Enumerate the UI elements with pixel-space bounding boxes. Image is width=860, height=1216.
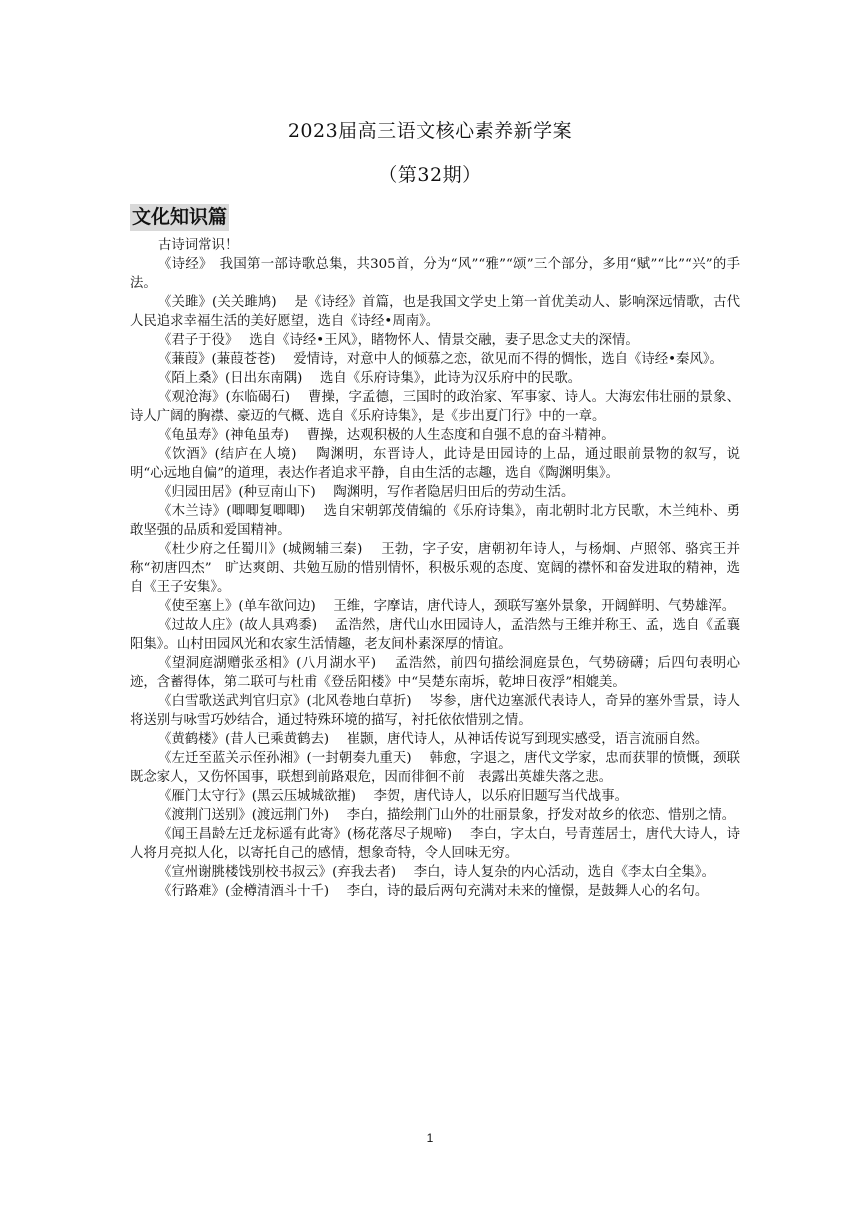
section-heading: 文化知识篇 bbox=[130, 204, 229, 231]
paragraph: 《渡荆门送别》(渡远荆门外) 李白，描绘荆门山外的壮丽景象，抒发对故乡的依恋、惜别之情。 bbox=[158, 808, 736, 823]
paragraph: 《雁门太守行》(黑云压城城欲摧) 李贺，唐代诗人，以乐府旧题写当代战事。 bbox=[158, 789, 628, 804]
paragraph: 《龟虽寿》(神龟虽寿) 曹操，达观积极的人生态度和自强不息的奋斗精神。 bbox=[158, 428, 615, 443]
paragraph: 《望洞庭湖赠张丞相》(八月湖水平) 孟浩然，前四句描绘洞庭景色，气势磅礴；后四句表明心迹，含蓄得体，第二联可与杜甫《登岳阳楼》中“吴楚东南坼，乾坤日夜浮”相媲美。 bbox=[130, 656, 740, 690]
paragraph: 《宣州谢朓楼饯别校书叔云》(弃我去者) 李白，诗人复杂的内心活动，选自《李太白全集》。 bbox=[158, 865, 716, 880]
paragraph: 《过故人庄》(故人具鸡黍) 孟浩然，唐代山水田园诗人，孟浩然与王维并称王、孟，选自《孟襄阳集》。山村田园风光和农家生活情趣，老友间朴素深厚的情谊。 bbox=[130, 618, 740, 652]
paragraph: 《蒹葭》(蒹葭苍苍) 爱情诗，对意中人的倾慕之恋，欲见而不得的惆怅，选自《诗经•秦风》。 bbox=[158, 352, 723, 367]
paragraph: 《君子于役》 选自《诗经•王风》，睹物怀人、情景交融，妻子思念丈夫的深情。 bbox=[158, 333, 639, 348]
paragraph: 《白雪歌送武判官归京》(北风卷地白草折) 岑参，唐代边塞派代表诗人，奇异的塞外雪景，诗人将送别与咏雪巧妙结合，通过特殊环境的描写，衬托依依惜别之情。 bbox=[130, 694, 740, 728]
paragraph: 《黄鹤楼》(昔人已乘黄鹤去) 崔颢，唐代诗人，从神话传说写到现实感受，语言流丽自然。 bbox=[158, 732, 709, 747]
paragraph: 《关雎》(关关雎鸠) 是《诗经》首篇，也是我国文学史上第一首优美动人、影响深远情歌，古代人民追求幸福生活的美好愿望，选自《诗经•周南》。 bbox=[130, 295, 740, 329]
paragraph: 古诗词常识！ bbox=[158, 238, 239, 253]
paragraph: 《闻王昌龄左迁龙标遥有此寄》(杨花落尽子规啼) 李白，字太白，号青莲居士，唐代大诗人，诗人将月亮拟人化，以寄托自己的感情，想象奇特，令人回味无穷。 bbox=[130, 827, 740, 861]
paragraph: 《左迁至蓝关示侄孙湘》(一封朝奏九重天) 韩愈，字退之，唐代文学家，忠而获罪的愤慨，颈联既念家人，又伤怀国事，联想到前路艰危，因而徘徊不前 表露出英雄失落之悲。 bbox=[130, 751, 740, 785]
document-title: 2023届高三语文核心素养新学案 bbox=[287, 120, 573, 142]
paragraph: 《饮酒》(结庐在人境) 陶渊明，东晋诗人，此诗是田园诗的上品，通过眼前景物的叙写，说明“心远地自偏”的道理，表达作者追求平静，自由生活的志趣，选自《陶渊明集》。 bbox=[130, 447, 740, 481]
paragraph: 《使至塞上》(单车欲问边) 王维，字摩诘，唐代诗人，颈联写塞外景象，开阔鲜明、气势雄浑。 bbox=[158, 599, 736, 614]
paragraph: 《观沧海》(东临碣石) 曹操，字孟德，三国时的政治家、军事家、诗人。大海宏伟壮丽的景象、诗人广阔的胸襟、豪迈的气概、选自《乐府诗集》，是《步出夏门行》中的一章。 bbox=[130, 390, 740, 424]
paragraph: 《归园田居》(种豆南山下) 陶渊明，写作者隐居归田后的劳动生活。 bbox=[158, 485, 575, 500]
paragraph: 《杜少府之任蜀川》(城阙辅三秦) 王勃，字子安，唐朝初年诗人，与杨炯、卢照邻、骆宾王并称“初唐四杰” 旷达爽朗、共勉互励的惜别情怀，积极乐观的态度、宽阔的襟怀和奋发进取的精神，选自《王子安集》。 bbox=[130, 542, 740, 595]
page-number: 1 bbox=[426, 1131, 434, 1145]
paragraph: 《诗经》 我国第一部诗歌总集，共305首，分为“风”“雅”“颂”三个部分，多用“赋”“比”“兴”的手法。 bbox=[130, 257, 740, 291]
paragraph: 《木兰诗》(唧唧复唧唧) 选自宋朝郭茂倩编的《乐府诗集》，南北朝时北方民歌，木兰纯朴、勇敢坚强的品质和爱国精神。 bbox=[130, 504, 740, 538]
issue-number: （第32期） bbox=[378, 164, 482, 186]
paragraph: 《行路难》(金樽清酒斗十千) 李白，诗的最后两句充满对未来的憧憬，是鼓舞人心的名句。 bbox=[158, 884, 709, 899]
paragraph: 《陌上桑》(日出东南隅) 选自《乐府诗集》，此诗为汉乐府中的民歌。 bbox=[158, 371, 582, 386]
body-text bbox=[130, 236, 740, 901]
